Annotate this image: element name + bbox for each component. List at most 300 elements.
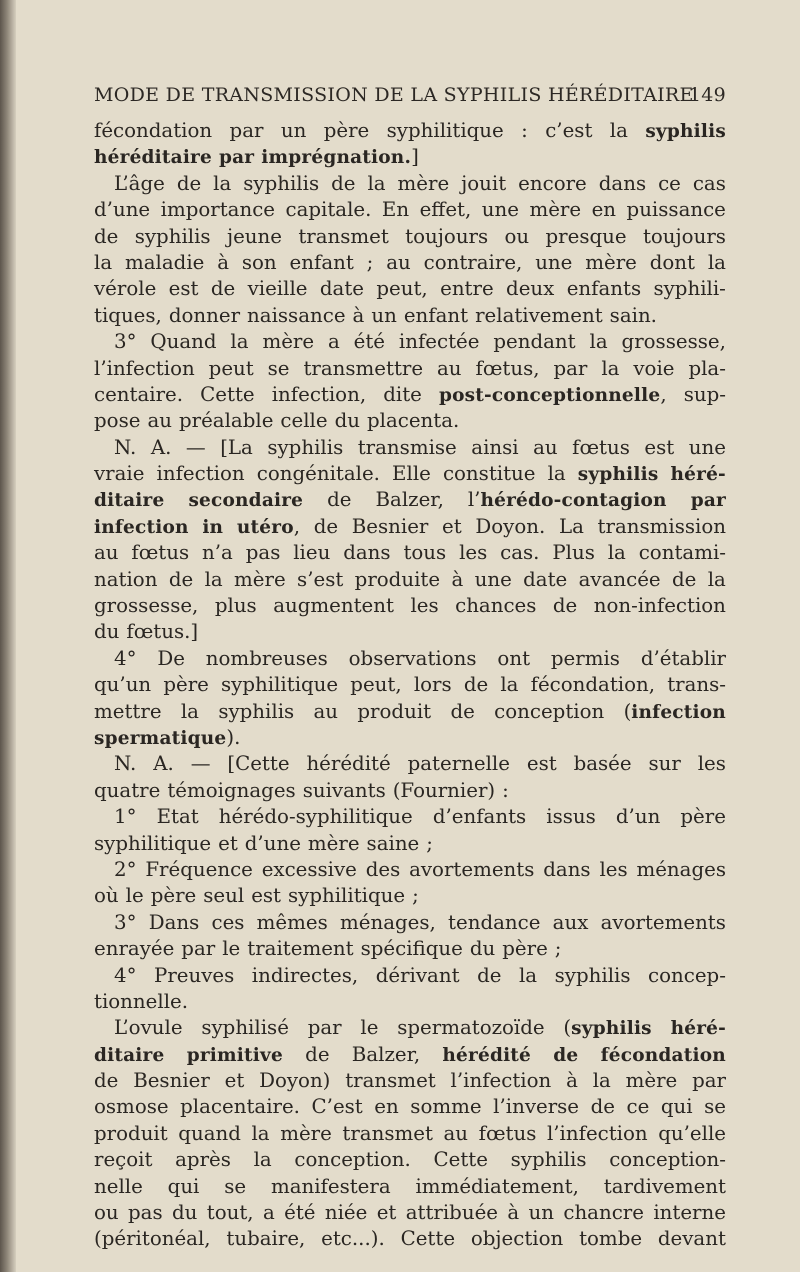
word: placenta. bbox=[366, 409, 460, 433]
word: produit bbox=[94, 1121, 168, 1145]
word: transmet bbox=[342, 1121, 433, 1145]
word: Quand bbox=[150, 330, 217, 354]
word: augmentent bbox=[273, 594, 394, 618]
word: infection, bbox=[271, 382, 367, 406]
word: constitue bbox=[442, 462, 536, 486]
word: la bbox=[707, 567, 726, 591]
word: syphilis bbox=[645, 121, 726, 142]
word: niée bbox=[324, 1201, 368, 1225]
word: dérivant bbox=[375, 963, 460, 987]
word: la bbox=[94, 250, 113, 274]
word: produit bbox=[357, 699, 432, 723]
word: aux bbox=[552, 910, 589, 934]
word: plus bbox=[214, 594, 257, 618]
word: le bbox=[360, 1016, 379, 1040]
word: tous bbox=[403, 541, 447, 565]
word: au bbox=[443, 1121, 469, 1145]
word: à bbox=[217, 250, 230, 274]
word: spermatique). bbox=[94, 725, 241, 749]
word: du bbox=[334, 409, 360, 433]
word: dite bbox=[383, 382, 422, 406]
word: ou bbox=[504, 224, 530, 248]
word: naissance bbox=[247, 303, 346, 327]
text-line bbox=[94, 1147, 726, 1173]
text-line bbox=[94, 487, 726, 513]
word: où bbox=[94, 884, 119, 908]
word: saine bbox=[366, 831, 420, 855]
word: a bbox=[327, 330, 340, 354]
word: mère bbox=[397, 171, 450, 195]
word: d’enfants bbox=[432, 805, 527, 829]
word: Etat bbox=[156, 805, 199, 829]
word: son bbox=[241, 250, 277, 274]
word: par bbox=[218, 147, 255, 169]
word: été bbox=[284, 1201, 316, 1225]
word: la bbox=[367, 171, 386, 195]
word: Balzer, bbox=[351, 1042, 421, 1066]
word: la bbox=[180, 699, 199, 723]
word: issus bbox=[546, 805, 596, 829]
word: fœtus.] bbox=[126, 620, 199, 644]
word: préalable bbox=[178, 409, 274, 433]
word: jouit bbox=[461, 171, 507, 195]
word: une bbox=[481, 198, 519, 222]
word: Dans bbox=[148, 910, 200, 934]
word: à bbox=[352, 303, 365, 327]
word: chancre bbox=[563, 1201, 644, 1225]
word: sain. bbox=[609, 303, 657, 327]
word: Cette bbox=[400, 1227, 456, 1251]
word: syphilis bbox=[554, 963, 631, 987]
word: dans bbox=[543, 857, 591, 881]
word: et bbox=[376, 1201, 397, 1225]
word: syphilitique bbox=[288, 884, 406, 908]
word: syphilitique bbox=[386, 119, 504, 142]
word: excessive bbox=[261, 857, 357, 881]
word: fœtus bbox=[131, 541, 190, 565]
word: quatre bbox=[94, 778, 161, 802]
word: d’établir bbox=[640, 646, 726, 670]
word: immédiatement, bbox=[415, 1174, 579, 1198]
word: date bbox=[319, 277, 364, 301]
text-line bbox=[94, 224, 726, 250]
word: (infection bbox=[623, 699, 726, 723]
text-line bbox=[94, 699, 726, 725]
word: spécifique bbox=[360, 937, 463, 961]
word: mère bbox=[280, 1121, 332, 1145]
word: héré- bbox=[670, 1018, 726, 1040]
word: syphili- bbox=[653, 277, 726, 301]
word: fœtus, bbox=[475, 356, 540, 380]
word: ; bbox=[366, 250, 374, 274]
word: au bbox=[147, 409, 172, 433]
word: paternelle bbox=[407, 752, 510, 776]
text-line bbox=[94, 382, 726, 408]
word: in bbox=[202, 516, 224, 538]
word: de bbox=[671, 567, 697, 591]
word: du bbox=[469, 937, 496, 961]
word: A. bbox=[150, 435, 172, 459]
word: ainsi bbox=[471, 435, 519, 459]
word: importance bbox=[160, 198, 276, 222]
word: l’infection bbox=[94, 356, 195, 380]
text-line bbox=[94, 1121, 726, 1147]
word: La bbox=[558, 514, 584, 538]
word: l’inverse bbox=[493, 1095, 580, 1119]
word: objection bbox=[470, 1227, 564, 1251]
word: 4° bbox=[114, 646, 137, 670]
word: un bbox=[280, 119, 307, 142]
text-line bbox=[94, 963, 726, 989]
word: qu’elle bbox=[658, 1121, 726, 1145]
body-text bbox=[94, 118, 726, 1253]
text-line bbox=[94, 1068, 726, 1094]
word: à bbox=[507, 1201, 520, 1225]
word: Doyon) bbox=[259, 1069, 331, 1093]
word: grossesse, bbox=[621, 330, 726, 354]
word: les bbox=[697, 752, 726, 776]
word: pas bbox=[128, 1201, 163, 1225]
word: cas. bbox=[500, 541, 540, 565]
word: syphilis bbox=[577, 464, 659, 486]
word: (péritonéal, bbox=[94, 1227, 211, 1251]
word: et bbox=[218, 831, 238, 855]
word: père bbox=[502, 937, 548, 961]
word: presque bbox=[545, 224, 627, 248]
word: a bbox=[262, 1201, 275, 1225]
word: par bbox=[553, 356, 588, 380]
text-line bbox=[94, 356, 726, 382]
word: l’infection bbox=[546, 1121, 648, 1145]
word: de bbox=[450, 699, 475, 723]
word: tombe bbox=[579, 1227, 643, 1251]
word: syphilis bbox=[267, 435, 344, 459]
word: syphilis bbox=[510, 1148, 587, 1172]
word: enfant bbox=[289, 250, 354, 274]
text-line bbox=[94, 646, 726, 672]
word: date bbox=[523, 567, 568, 591]
word: la bbox=[500, 673, 519, 697]
word: A. bbox=[153, 752, 174, 776]
word: est bbox=[644, 435, 675, 459]
word: par bbox=[307, 1016, 342, 1040]
word: par bbox=[692, 1069, 726, 1093]
text-line bbox=[94, 1226, 726, 1252]
word: nombreuses bbox=[205, 646, 328, 670]
text-line bbox=[94, 567, 726, 593]
word: sup- bbox=[683, 382, 726, 406]
word: N. bbox=[114, 752, 137, 776]
word: attribuée bbox=[405, 1201, 498, 1225]
word: 1° bbox=[114, 805, 137, 829]
word: L’ovule bbox=[114, 1016, 183, 1040]
word: enfant bbox=[403, 303, 469, 327]
word: père bbox=[323, 119, 370, 142]
word: la bbox=[609, 119, 628, 142]
word: syphilis bbox=[218, 699, 295, 723]
word: transmet bbox=[345, 1069, 436, 1093]
word: ; bbox=[412, 884, 419, 908]
word: somme bbox=[410, 1095, 482, 1119]
word: lors bbox=[413, 673, 452, 697]
word: chances bbox=[455, 594, 537, 618]
word: transmise bbox=[357, 435, 457, 459]
word: héréditaire bbox=[94, 147, 212, 169]
word: imprégnation.] bbox=[261, 145, 419, 169]
text-line bbox=[94, 197, 726, 223]
word: cas bbox=[692, 171, 726, 195]
word: qui bbox=[660, 1095, 693, 1119]
word: enfants bbox=[566, 277, 642, 301]
text-line bbox=[94, 250, 726, 276]
word: [Cette bbox=[227, 752, 290, 776]
word: de bbox=[477, 963, 502, 987]
word: conception. bbox=[294, 1148, 411, 1172]
word: nelle bbox=[94, 1174, 143, 1198]
word: ménages, bbox=[340, 910, 436, 934]
word: vraie bbox=[94, 462, 145, 486]
word: — bbox=[190, 752, 211, 776]
word: n’a bbox=[202, 541, 233, 565]
word: puissance bbox=[626, 198, 726, 222]
word: qu’un bbox=[94, 673, 152, 697]
word: hérédité bbox=[442, 1044, 532, 1066]
word: syphilis bbox=[134, 224, 211, 248]
word: produite bbox=[354, 567, 441, 591]
word: post-conceptionnelle, bbox=[438, 382, 667, 406]
text-line bbox=[94, 144, 726, 170]
word: manifestera bbox=[270, 1174, 391, 1198]
word: 3° bbox=[114, 330, 137, 354]
word: grossesse, bbox=[94, 594, 199, 618]
word: conception- bbox=[609, 1148, 726, 1172]
word: la bbox=[592, 1069, 611, 1093]
word: de bbox=[94, 224, 119, 248]
text-line bbox=[94, 989, 726, 1015]
word: relativement bbox=[475, 303, 603, 327]
text-line bbox=[94, 751, 726, 777]
word: : bbox=[502, 778, 509, 802]
word: tubaire, bbox=[226, 1227, 306, 1251]
word: de bbox=[553, 1044, 579, 1066]
text-line bbox=[94, 831, 726, 857]
word: fécondation, bbox=[530, 673, 656, 697]
word: la bbox=[547, 462, 566, 486]
word: de bbox=[590, 1095, 615, 1119]
word: la bbox=[707, 250, 726, 274]
word: peut, bbox=[376, 277, 428, 301]
word: l’infection bbox=[450, 1069, 552, 1093]
word: du bbox=[94, 620, 120, 644]
word: un bbox=[371, 303, 397, 327]
word: de bbox=[94, 1069, 119, 1093]
word: congénitale. bbox=[256, 462, 380, 486]
word: s’est bbox=[297, 567, 344, 591]
word: de bbox=[313, 514, 339, 538]
word: devant bbox=[657, 1227, 726, 1251]
word: ce bbox=[626, 1095, 650, 1119]
word: Besnier bbox=[351, 514, 429, 538]
word: permis bbox=[550, 646, 620, 670]
word: L’âge bbox=[114, 171, 165, 195]
word: fécondation bbox=[600, 1044, 726, 1066]
word: trans- bbox=[667, 673, 726, 697]
word: mère bbox=[234, 567, 286, 591]
word: le bbox=[222, 937, 241, 961]
word: seul bbox=[203, 884, 245, 908]
word: Plus bbox=[552, 541, 595, 565]
word: effet, bbox=[419, 198, 472, 222]
word: ditaire bbox=[94, 490, 165, 512]
word: de bbox=[176, 171, 202, 195]
word: infectée bbox=[398, 330, 480, 354]
text-line bbox=[94, 118, 726, 144]
word: peut bbox=[208, 356, 254, 380]
word: centaire. bbox=[94, 382, 184, 406]
word: est bbox=[168, 277, 199, 301]
word: Cette bbox=[433, 1148, 488, 1172]
word: Cette bbox=[200, 382, 255, 406]
text-line bbox=[94, 1015, 726, 1041]
word: les bbox=[599, 857, 628, 881]
word: voie bbox=[633, 356, 675, 380]
text-line bbox=[94, 672, 726, 698]
word: pendant bbox=[493, 330, 576, 354]
word: les bbox=[459, 541, 488, 565]
word: (syphilis bbox=[563, 1016, 652, 1040]
word: syphilitique bbox=[221, 673, 339, 697]
word: avancée bbox=[578, 567, 661, 591]
word: héré- bbox=[670, 464, 726, 486]
word: contami- bbox=[638, 541, 726, 565]
running-title: MODE DE TRANSMISSION DE LA SYPHILIS HÉRÉDITAIRE bbox=[94, 84, 694, 106]
text-line bbox=[94, 1174, 726, 1200]
word: 2° bbox=[114, 857, 137, 881]
word: Preuves bbox=[154, 963, 235, 987]
word: osmose bbox=[94, 1095, 169, 1119]
word: au bbox=[94, 541, 119, 565]
text-line bbox=[94, 778, 726, 804]
word: (Fournier) bbox=[392, 778, 496, 802]
word: ces bbox=[211, 910, 245, 934]
word: du bbox=[171, 1201, 198, 1225]
word: vieille bbox=[247, 277, 308, 301]
word: en bbox=[591, 198, 617, 222]
word: ; bbox=[554, 937, 562, 961]
word: de bbox=[463, 673, 489, 697]
word: toujours bbox=[642, 224, 726, 248]
word: — bbox=[185, 435, 206, 459]
word: Doyon. bbox=[475, 514, 546, 538]
word: conception bbox=[494, 699, 605, 723]
word: primitive bbox=[186, 1044, 283, 1066]
word: fécondation bbox=[94, 119, 213, 142]
word: jeune bbox=[226, 224, 282, 248]
word: et bbox=[224, 1069, 245, 1093]
word: tionnelle. bbox=[94, 989, 189, 1013]
word: qui bbox=[167, 1174, 200, 1198]
word: infection bbox=[94, 516, 189, 538]
word: ditaire bbox=[94, 1044, 165, 1066]
word: c’est bbox=[545, 119, 593, 142]
word: de bbox=[168, 567, 194, 591]
word: Besnier bbox=[133, 1069, 210, 1093]
word: la bbox=[601, 356, 620, 380]
text-line bbox=[94, 435, 726, 461]
word: la bbox=[204, 567, 223, 591]
word: Elle bbox=[392, 462, 431, 486]
text-line bbox=[94, 936, 726, 962]
text-line bbox=[94, 619, 726, 645]
word: secondaire bbox=[188, 490, 304, 512]
word: utéro, bbox=[236, 514, 301, 538]
word: d’une bbox=[244, 831, 301, 855]
text-line bbox=[94, 593, 726, 619]
text-line bbox=[94, 910, 726, 936]
word: reçoit bbox=[94, 1148, 153, 1172]
word: nation bbox=[94, 567, 158, 591]
word: une bbox=[688, 435, 726, 459]
word: de bbox=[552, 594, 578, 618]
word: hérédité bbox=[306, 752, 391, 776]
word: En bbox=[381, 198, 410, 222]
word: ou bbox=[94, 1201, 119, 1225]
word: mettre bbox=[94, 699, 162, 723]
word: au bbox=[386, 250, 411, 274]
text-line bbox=[94, 329, 726, 355]
word: syphilitique bbox=[94, 831, 212, 855]
word: tout, bbox=[206, 1201, 254, 1225]
text-line bbox=[94, 725, 726, 751]
word: en bbox=[374, 1095, 399, 1119]
word: mère bbox=[307, 831, 360, 855]
word: des bbox=[365, 857, 401, 881]
word: se bbox=[267, 356, 290, 380]
word: enrayée bbox=[94, 937, 175, 961]
word: transmettre bbox=[303, 356, 424, 380]
word: au bbox=[533, 435, 558, 459]
word: entre bbox=[440, 277, 494, 301]
word: transmet bbox=[298, 224, 389, 248]
word: encore bbox=[518, 171, 587, 195]
word: 4° bbox=[114, 963, 137, 987]
word: et bbox=[442, 514, 462, 538]
word: observations bbox=[348, 646, 477, 670]
word: mère bbox=[585, 250, 637, 274]
word: De bbox=[157, 646, 185, 670]
word: suivants bbox=[302, 778, 386, 802]
word: tardivement bbox=[603, 1174, 726, 1198]
word: mêmes bbox=[256, 910, 328, 934]
word: la bbox=[589, 330, 608, 354]
word: peut, bbox=[350, 673, 402, 697]
word: donner bbox=[168, 303, 241, 327]
word: un bbox=[528, 1201, 554, 1225]
word: ménages bbox=[636, 857, 726, 881]
word: dans bbox=[598, 171, 647, 195]
word: deux bbox=[506, 277, 555, 301]
word: syphilis bbox=[243, 171, 320, 195]
word: sur bbox=[648, 752, 681, 776]
word: ont bbox=[497, 646, 531, 670]
text-line bbox=[94, 1200, 726, 1226]
word: spermatozoïde bbox=[397, 1016, 545, 1040]
word: au bbox=[313, 699, 339, 723]
word: [La bbox=[220, 435, 253, 459]
word: de bbox=[327, 488, 352, 512]
word: par bbox=[181, 937, 216, 961]
text-line bbox=[94, 303, 726, 329]
